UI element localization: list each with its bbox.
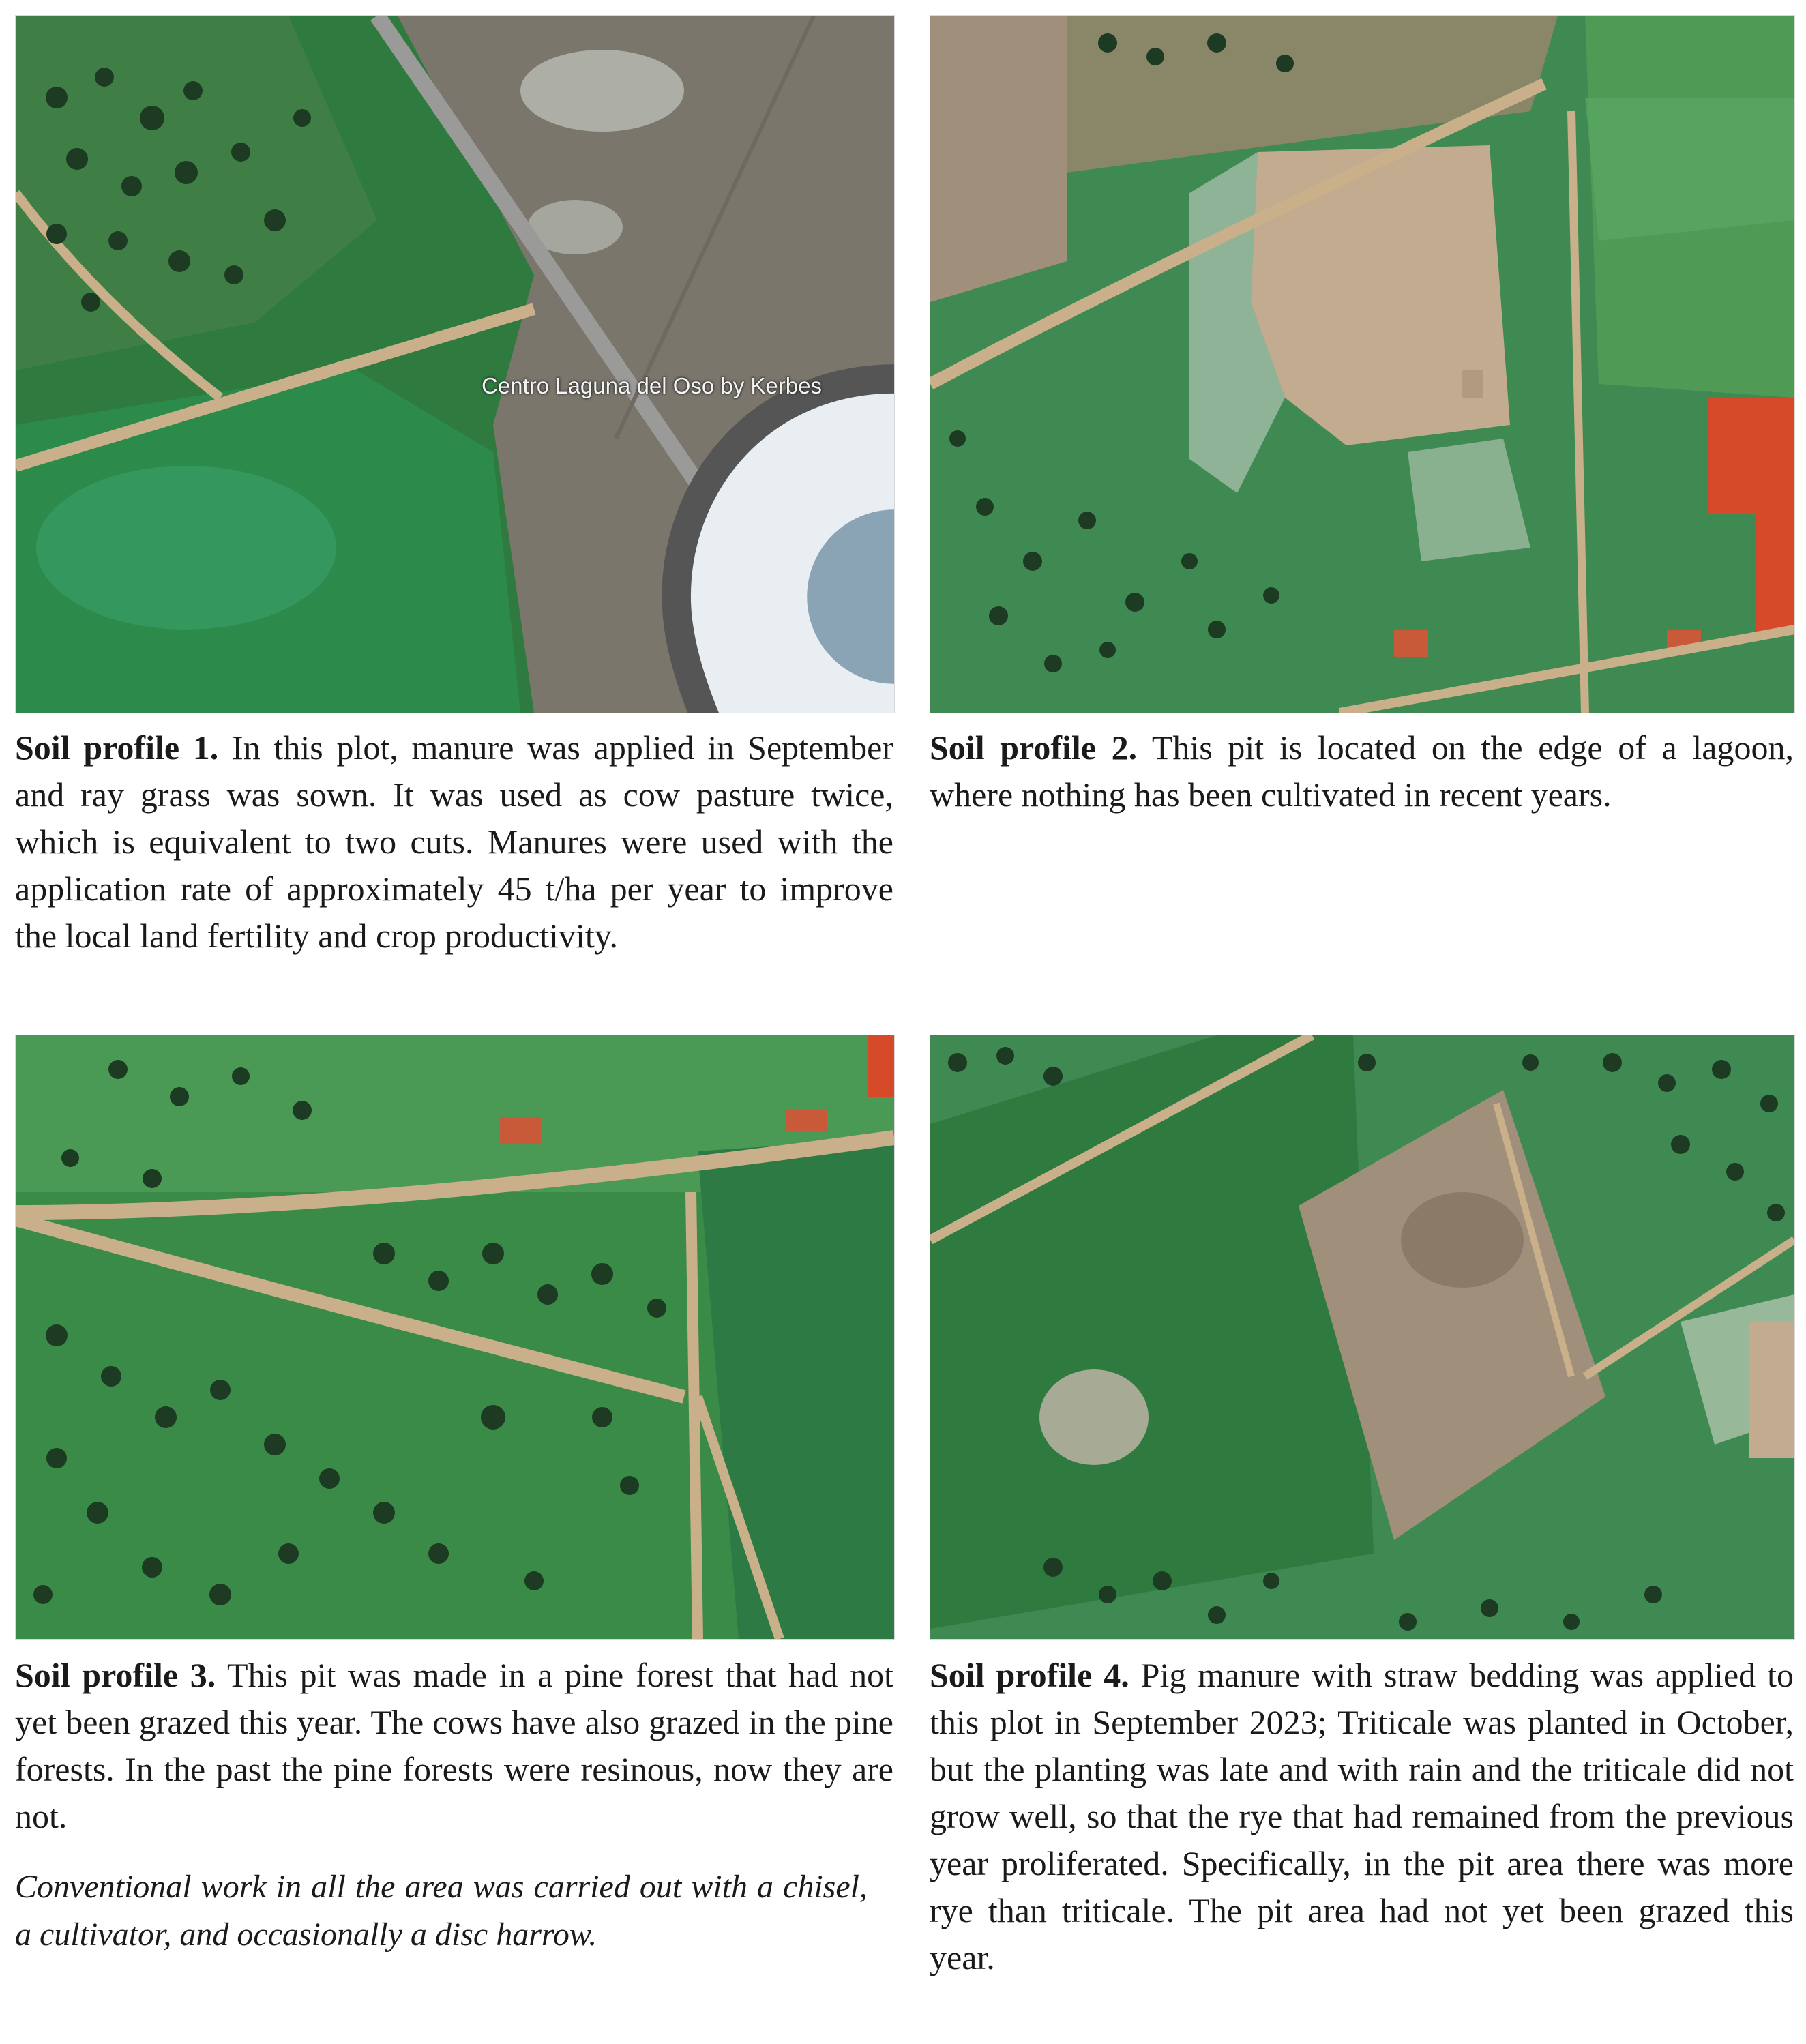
satellite-map-2 [930, 16, 1794, 713]
satellite-map-4 [930, 1035, 1794, 1639]
caption-title: Soil profile 3. [15, 1656, 216, 1694]
caption-soil-profile-2 [930, 724, 1794, 818]
caption-soil-profile-4 [930, 1652, 1794, 1981]
caption-text: This pit was made in a pine forest that had not yet been grazed this year. The cows have also grazed in the pine forests. In the past the pine forests were resinous, now they are not. [15, 1656, 893, 1835]
caption-text: Pig manure with straw bedding was applied to this plot in September 2023; Triticale was planted in October, but the planting was late and with rain and the triticale did not grow well, so that the rye that had remained from the previous year proliferated. Specifically, in the pit area there was more rye than triticale. The pit area had not yet been grazed this year. [930, 1656, 1794, 1976]
caption-title: Soil profile 2. [930, 728, 1138, 767]
caption-title: Soil profile 1. [15, 728, 219, 767]
caption-text: In this plot, manure was applied in September and ray grass was sown. It was used as cow pasture twice, which is equivalent to two cuts. Manures were used with the application rate of approximately 45 t/ha per year to improve the local land fertility and crop productivity. [15, 728, 893, 955]
satellite-image-soil-profile-2 [930, 15, 1795, 713]
conventional-work-note: Conventional work in all the area was carried out with a chisel, a cultivator, and occasionally a disc harrow. [15, 1869, 868, 1953]
map-place-label: Centro Laguna del Oso by Kerbes [482, 373, 822, 398]
satellite-image-soil-profile-1 [15, 15, 895, 713]
location-pin-icon [455, 350, 895, 713]
caption-soil-profile-3 [15, 1652, 893, 1840]
satellite-image-soil-profile-3 [15, 1035, 895, 1640]
satellite-image-soil-profile-4 [930, 1035, 1795, 1640]
caption-title: Soil profile 4. [930, 1656, 1129, 1694]
caption-text: This pit is located on the edge of a lagoon, where nothing has been cultivated in recent years. [930, 728, 1794, 814]
satellite-map-3 [16, 1035, 894, 1639]
caption-soil-profile-1 [15, 724, 893, 960]
